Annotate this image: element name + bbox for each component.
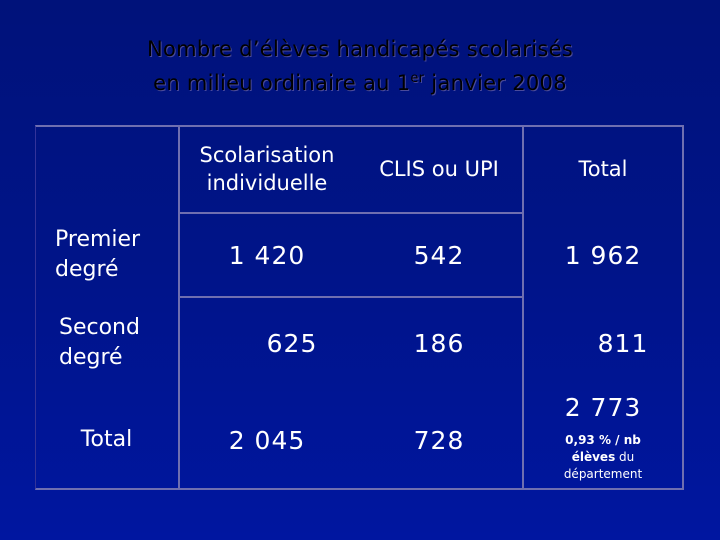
cell-second-total: 811 [597,328,649,358]
cell-total-individuelle: 2 045 [228,425,306,455]
row-divider-2 [178,296,522,298]
row-label-second-degre: Second degré [59,315,140,370]
note-part-4: département [563,466,643,481]
cell-second-clis: 186 [413,328,465,358]
header-total: Total [578,157,628,181]
title-line-2-suffix: janvier 2008 [424,71,567,95]
title-line-2 [0,64,720,98]
header-scolarisation-individuelle: Scolarisation individuelle [199,143,335,195]
note-part-1: 0,93 % / nb [565,432,641,447]
cell-premier-individuelle: 1 420 [228,240,306,270]
cell-total-total: 2 773 [564,392,642,422]
cell-second-individuelle: 625 [266,328,318,358]
note-part-3: du [615,449,635,464]
cell-premier-total: 1 962 [564,240,642,270]
title-line-1: Nombre d’élèves handicapés scolarisés [146,37,574,61]
header-clis-upi: CLIS ou UPI [379,157,499,181]
slide-title [0,34,720,98]
title-line-2-sup: er [410,71,425,86]
row-label-total: Total [80,427,133,452]
data-table [35,125,684,490]
row-label-premier-degre: Premier degré [55,227,141,282]
row-divider-1 [178,212,522,214]
note-part-2: élèves [571,449,616,464]
cell-total-clis: 728 [413,425,465,455]
title-line-2-prefix: en milieu ordinaire au 1 [153,71,411,95]
cell-premier-clis: 542 [413,240,465,270]
total-note [522,427,684,487]
